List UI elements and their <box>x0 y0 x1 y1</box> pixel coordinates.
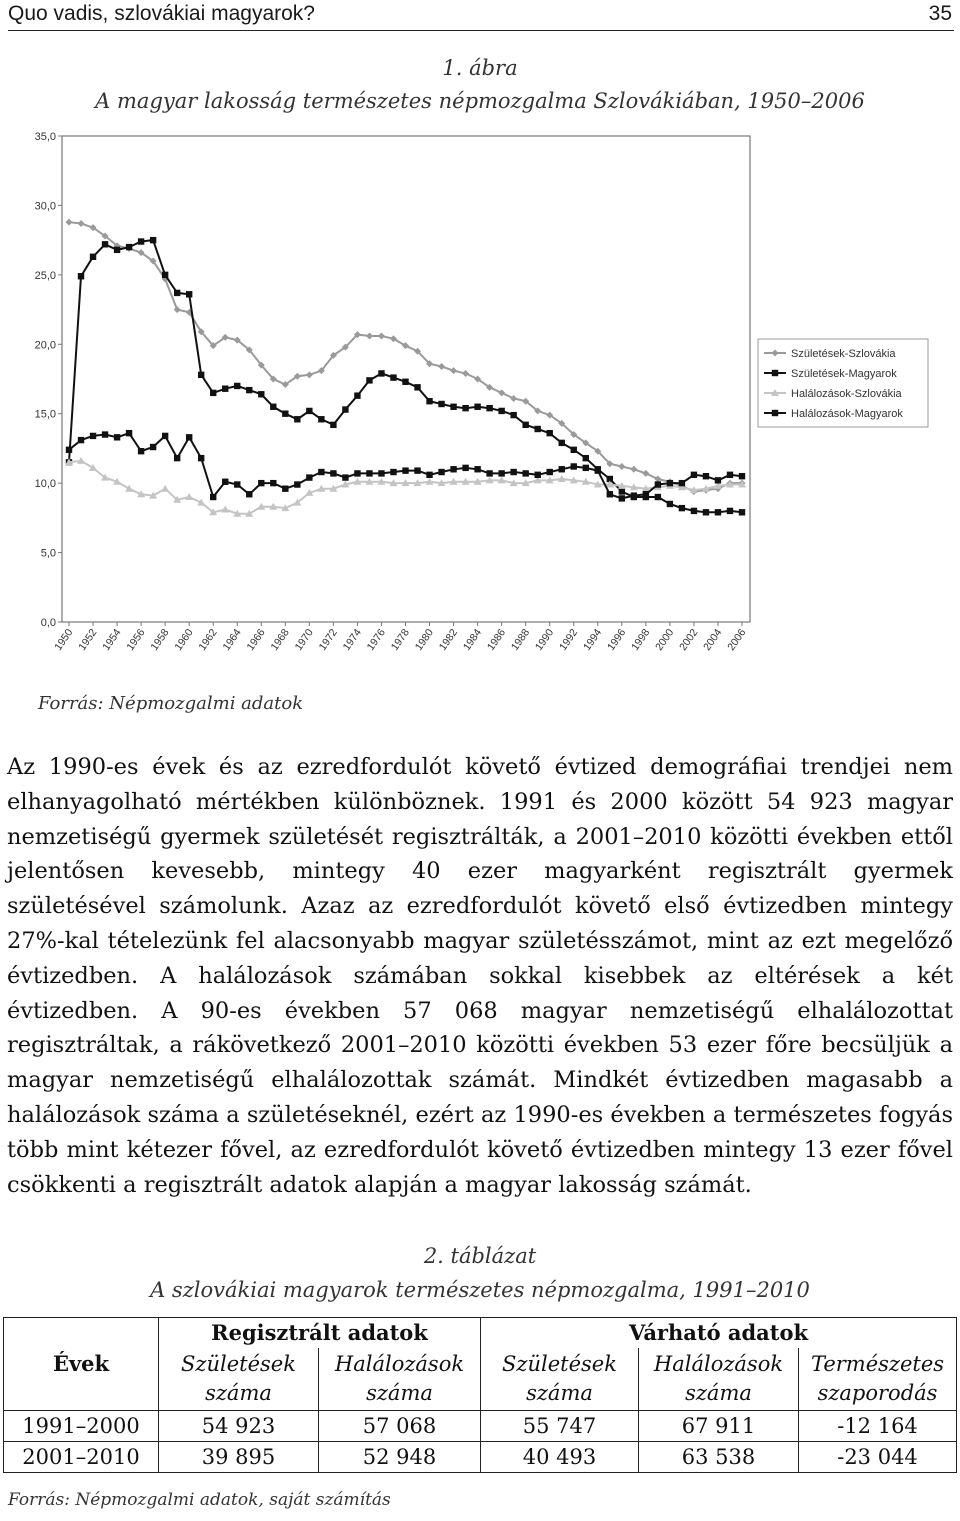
x-tick-label: 1998 <box>629 626 653 653</box>
data-point <box>438 469 444 475</box>
data-point <box>66 447 72 453</box>
data-point <box>222 479 228 485</box>
data-point <box>246 387 252 393</box>
data-point <box>426 472 432 478</box>
y-tick-label: 25,0 <box>34 269 56 282</box>
table-cell: 67 911 <box>639 1411 799 1442</box>
data-point <box>619 488 625 494</box>
data-point <box>619 495 625 501</box>
subheader-text: száma <box>366 1381 433 1405</box>
x-tick-label: 1978 <box>388 626 412 653</box>
subheader-text: száma <box>685 1381 752 1405</box>
data-point <box>78 220 85 227</box>
data-point <box>462 465 468 471</box>
table-title: A szlovákiai magyarok természetes népmozgalma, 1991–2010 <box>150 1278 810 1302</box>
x-tick-label: 1980 <box>412 626 436 653</box>
data-point <box>571 463 577 469</box>
data-point <box>534 426 540 432</box>
data-point <box>378 332 385 339</box>
table-label: 2. táblázat <box>423 1244 537 1268</box>
data-point <box>366 377 372 383</box>
data-point <box>90 433 96 439</box>
data-point <box>679 480 685 486</box>
data-point <box>306 474 312 480</box>
x-tick-label: 1964 <box>220 626 244 653</box>
data-point <box>198 372 204 378</box>
y-tick-label: 10,0 <box>34 478 56 491</box>
subheader-text: szaporodás <box>817 1381 938 1405</box>
data-point <box>222 386 228 392</box>
y-axis <box>35 131 62 629</box>
data-point <box>114 247 120 253</box>
y-tick-label: 35,0 <box>34 131 56 143</box>
data-point <box>378 370 384 376</box>
data-point <box>270 480 276 486</box>
table-row <box>4 1442 957 1473</box>
data-point <box>438 401 444 407</box>
table-cell: 55 747 <box>481 1411 639 1442</box>
data-point <box>547 469 553 475</box>
subheader-deaths <box>319 1348 481 1411</box>
data-point <box>78 273 84 279</box>
figure-source: Forrás: Népmozgalmi adatok <box>38 693 304 714</box>
x-tick-label: 1976 <box>364 626 388 653</box>
subheader-births <box>159 1348 319 1411</box>
data-point <box>210 390 216 396</box>
data-point <box>772 370 778 376</box>
data-point <box>174 290 180 296</box>
line-chart <box>0 120 960 680</box>
table-cell: 2001–2010 <box>4 1442 159 1473</box>
data-point <box>138 448 144 454</box>
data-point <box>258 391 264 397</box>
data-point <box>727 472 733 478</box>
data-point <box>655 481 661 487</box>
data-point <box>246 491 252 497</box>
data-point <box>486 405 492 411</box>
subheader-births-expected <box>481 1348 639 1411</box>
data-point <box>126 430 132 436</box>
x-tick-label: 1972 <box>316 626 340 653</box>
data-point <box>342 406 348 412</box>
x-tick-label: 1992 <box>556 626 581 653</box>
table-cell: 52 948 <box>319 1442 481 1473</box>
x-tick-label: 2004 <box>701 626 725 653</box>
subheader-text: Halálozások <box>334 1352 465 1376</box>
figure-title: A magyar lakosság természetes népmozgalma Szlovákiában, 1950–2006 <box>95 89 865 113</box>
data-point <box>474 404 480 410</box>
x-tick-label: 1970 <box>292 626 316 653</box>
data-point <box>739 473 745 479</box>
data-point <box>631 492 637 498</box>
data-point <box>221 506 229 513</box>
x-tick-label: 1962 <box>196 626 220 653</box>
x-tick-label: 1950 <box>52 626 76 653</box>
data-point <box>703 473 709 479</box>
data-point <box>474 466 480 472</box>
legend-label: Születések-Szlovákia <box>791 348 896 360</box>
data-point <box>426 398 432 404</box>
x-tick-label: 1990 <box>532 626 557 653</box>
data-point <box>354 470 360 476</box>
legend-label: Halálozások-Szlovákia <box>791 388 902 400</box>
data-point <box>390 469 396 475</box>
data-point <box>102 431 108 437</box>
x-tick-label: 1960 <box>172 626 196 653</box>
body-paragraph: Az 1990-es évek és az ezredfordulót követő évtized demográfiai trendjei nem elhanyagolható mértékben különböznek. 1991 és 2000 között 54 923 magyar nemzetiségű gyermek születését regisztrálták, a 2001–2010 közötti években ettől jelentősen kevesebb, mintegy 40 ezer magyarként regisztrált gyermek születésével számolunk. Azaz az ezredfordulót követő első évtizedben mintegy 27%-kal tételezünk fel alacsonyabb magyar születésszámot, mint az ezt megelőző évtizedben. A halálozások számában sokkal kisebbek az eltérések a két évtizedben. A 90-es években 57 068 magyar nemzetiségű elhalálozottat regisztráltak, a rákövetkező 2001–2010 közötti években 53 ezer főre becsüljük a magyar nemzetiségű elhalálozottak számát. Mindkét évtizedben magasabb a halálozások száma a születéseknél, ezért az 1990-es években a természetes fogyás több mint kétezer fővel, az ezredfordulót követő évtizedben mintegy 13 ezer fővel csökkenti a regisztrált adatok alapján a magyar lakosság számát. <box>7 754 953 1198</box>
data-point <box>162 433 168 439</box>
data-point <box>498 470 504 476</box>
table-cell: 39 895 <box>159 1442 319 1473</box>
x-tick-label: 1974 <box>340 626 364 653</box>
x-axis <box>52 622 748 653</box>
subheader-text: száma <box>526 1381 593 1405</box>
data-point <box>306 371 313 378</box>
data-point <box>510 469 516 475</box>
y-tick-label: 30,0 <box>34 200 56 213</box>
data-point <box>318 469 324 475</box>
header-years: Évek <box>4 1318 159 1411</box>
x-tick-label: 1956 <box>124 626 148 653</box>
data-point <box>498 408 504 414</box>
data-point <box>198 455 204 461</box>
data-point <box>655 494 661 500</box>
y-tick-label: 0,0 <box>40 617 56 629</box>
data-point <box>161 485 169 492</box>
natural-movement-table <box>3 1317 957 1473</box>
y-tick-label: 20,0 <box>34 339 56 352</box>
x-tick-label: 2006 <box>725 626 749 653</box>
data-point <box>618 463 625 470</box>
data-point <box>462 405 468 411</box>
data-point <box>210 494 216 500</box>
data-point <box>78 437 84 443</box>
table-cell: 1991–2000 <box>4 1411 159 1442</box>
data-point <box>174 306 181 313</box>
data-point <box>366 470 372 476</box>
page-number: 35 <box>928 2 952 25</box>
data-point <box>402 379 408 385</box>
data-point <box>174 455 180 461</box>
data-point <box>450 367 457 374</box>
data-point <box>583 455 589 461</box>
data-point <box>270 404 276 410</box>
data-point <box>510 395 517 402</box>
data-point <box>691 508 697 514</box>
data-point <box>462 370 469 377</box>
data-point <box>715 477 721 483</box>
data-point <box>703 509 709 515</box>
data-point <box>330 470 336 476</box>
x-tick-label: 2002 <box>677 626 701 653</box>
data-point <box>727 508 733 514</box>
data-point <box>306 408 312 414</box>
data-point <box>138 238 144 244</box>
page-header <box>8 0 954 31</box>
data-point <box>342 474 348 480</box>
x-tick-label: 1954 <box>100 626 124 653</box>
table-header-row <box>4 1318 957 1349</box>
data-point <box>595 467 601 473</box>
data-point <box>378 470 384 476</box>
data-point <box>450 404 456 410</box>
chart-legend <box>758 339 928 427</box>
data-point <box>282 411 288 417</box>
table-cell: 63 538 <box>639 1442 799 1473</box>
x-tick-label: 1982 <box>436 626 461 653</box>
data-point <box>102 241 108 247</box>
data-point <box>438 363 445 370</box>
data-point <box>498 389 505 396</box>
data-point <box>691 472 697 478</box>
data-point <box>571 447 577 453</box>
data-point <box>583 465 589 471</box>
x-tick-label: 2000 <box>653 626 677 653</box>
header-registered: Regisztrált adatok <box>159 1318 481 1349</box>
x-tick-label: 1966 <box>244 626 268 653</box>
data-point <box>547 430 553 436</box>
data-point <box>354 392 360 398</box>
header-expected: Várható adatok <box>481 1318 957 1349</box>
x-tick-label: 1986 <box>484 626 509 653</box>
data-point <box>114 434 120 440</box>
data-point <box>679 505 685 511</box>
x-tick-label: 1984 <box>460 626 485 653</box>
table-cell: 40 493 <box>481 1442 639 1473</box>
data-point <box>366 332 373 339</box>
subheader-text: Halálozások <box>653 1352 784 1376</box>
subheader-text: Természetes <box>810 1352 945 1376</box>
series-layer <box>65 219 746 517</box>
x-tick-label: 1958 <box>148 626 172 653</box>
data-point <box>522 470 528 476</box>
y-tick-label: 15,0 <box>34 408 56 421</box>
data-point <box>486 470 492 476</box>
figure-label: 1. ábra <box>442 56 518 80</box>
data-point <box>715 509 721 515</box>
data-point <box>402 467 408 473</box>
legend-label: Születések-Magyarok <box>791 368 897 380</box>
data-point <box>739 509 745 515</box>
data-point <box>522 422 528 428</box>
table-cell: -12 164 <box>799 1411 957 1442</box>
data-point <box>559 466 565 472</box>
x-tick-label: 1996 <box>605 626 629 653</box>
data-point <box>90 254 96 260</box>
data-point <box>66 219 73 226</box>
table-cell: -23 044 <box>799 1442 957 1473</box>
data-point <box>318 416 324 422</box>
running-title: Quo vadis, szlovákiai magyarok? <box>8 2 315 25</box>
x-tick-label: 1952 <box>76 626 100 653</box>
data-point <box>126 244 132 250</box>
data-point <box>162 272 168 278</box>
data-point <box>234 481 240 487</box>
subheader-text: Születések <box>181 1352 296 1376</box>
data-point <box>258 480 264 486</box>
series-3 <box>65 457 746 517</box>
legend-label: Halálozások-Magyarok <box>791 408 903 420</box>
table-cell: 57 068 <box>319 1411 481 1442</box>
data-point <box>330 422 336 428</box>
data-point <box>630 466 637 473</box>
data-point <box>450 466 456 472</box>
subheader-deaths-expected <box>639 1348 799 1411</box>
y-tick-label: 5,0 <box>40 547 56 560</box>
data-point <box>414 467 420 473</box>
data-point <box>150 237 156 243</box>
subheader-text: Születések <box>502 1352 617 1376</box>
table-source: Forrás: Népmozgalmi adatok, saját számítás <box>8 1490 391 1510</box>
data-point <box>294 416 300 422</box>
data-point <box>510 412 516 418</box>
data-point <box>559 440 565 446</box>
data-point <box>607 491 613 497</box>
subheader-text: száma <box>205 1381 272 1405</box>
series-line <box>69 222 742 491</box>
data-point <box>642 470 649 477</box>
data-point <box>282 485 288 491</box>
data-point <box>772 410 778 416</box>
data-point <box>150 444 156 450</box>
x-tick-label: 1968 <box>268 626 292 653</box>
table-cell: 54 923 <box>159 1411 319 1442</box>
data-point <box>534 472 540 478</box>
data-point <box>667 480 673 486</box>
data-point <box>186 434 192 440</box>
table-row <box>4 1411 957 1442</box>
series-1 <box>66 219 746 495</box>
subheader-natural-increase <box>799 1348 957 1411</box>
data-point <box>667 501 673 507</box>
data-point <box>294 481 300 487</box>
x-tick-label: 1994 <box>581 626 605 653</box>
data-point <box>643 491 649 497</box>
data-point <box>186 291 192 297</box>
data-point <box>185 493 193 500</box>
data-point <box>414 384 420 390</box>
x-tick-label: 1988 <box>508 626 533 653</box>
data-point <box>390 374 396 380</box>
data-point <box>234 383 240 389</box>
